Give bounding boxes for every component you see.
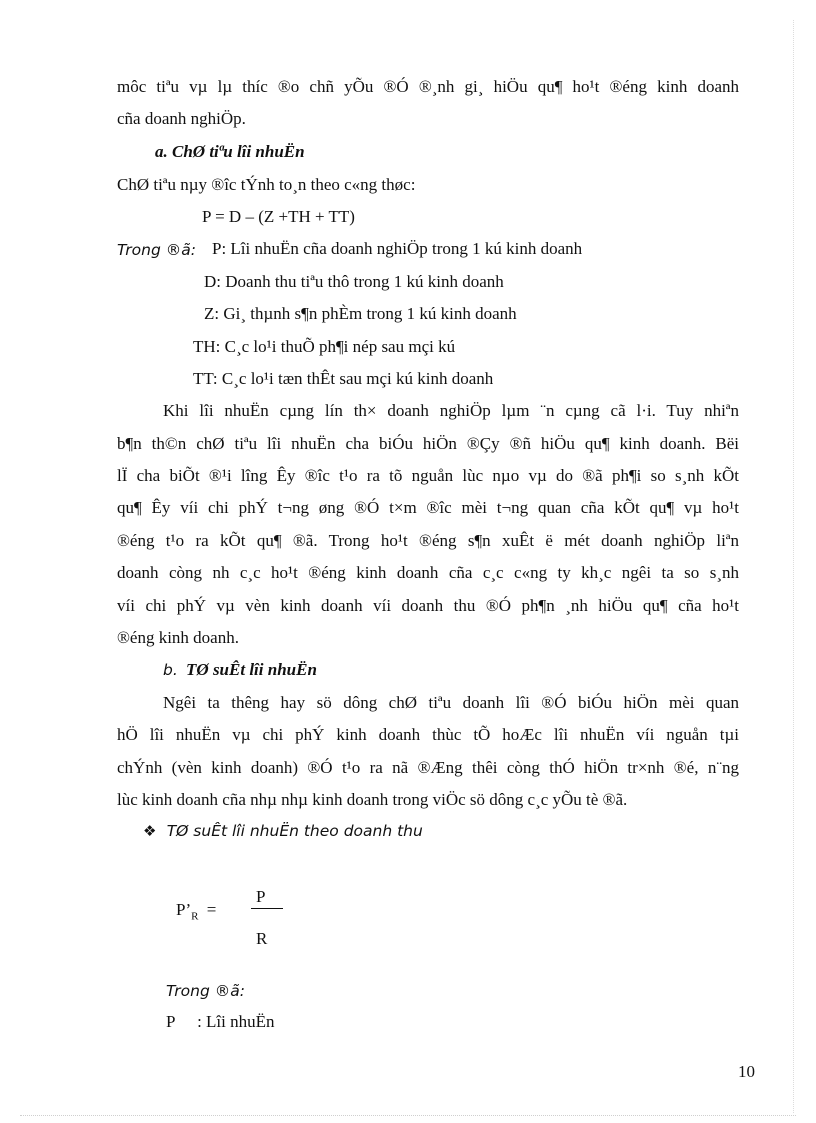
formula-subscript: R (191, 910, 199, 923)
intro-line-2: cña doanh nghiÖp. (117, 109, 246, 128)
definition-p-profit (166, 1011, 275, 1033)
section-a-paragraph-line: ®éng kinh doanh. (117, 628, 239, 647)
section-b-heading (163, 659, 317, 681)
definition-d: D: Doanh thu tiªu thô trong 1 kú kinh doanh (204, 272, 504, 291)
definition-z: Z: Gi¸ thµnh s¶n phÈm trong 1 kú kinh doanh (204, 304, 517, 323)
definition-th: TH: C¸c lo¹i thuÕ ph¶i nép sau mçi kú (193, 337, 456, 356)
formula-lhs (176, 899, 216, 927)
def-symbol: P (166, 1012, 175, 1031)
page-number: 10 (738, 1062, 755, 1081)
fraction-numerator: P (256, 887, 266, 906)
page-right-border (793, 20, 794, 1113)
formula-symbol: P’ (176, 900, 192, 919)
definition-tt: TT: C¸c lo¹i tæn thÊt sau mçi kú kinh doanh (193, 369, 494, 388)
formula-equals: = (206, 900, 217, 919)
section-b-paragraph-line: chÝnh (vèn kinh doanh) ®Ó t¹o ra nã ®Æng thêi còng thÓ hiÖn tr×nh ®é, n¨ng (117, 758, 739, 777)
section-b-paragraph-line: lùc kinh doanh cña nhµ nhµ kinh doanh trong viÖc sö dông c¸c yÕu tè ®ã. (117, 790, 628, 809)
section-a-paragraph-line: Khi lîi nhuËn cµng lín th× doanh nghiÖp lµm ¨n cµng cã l·i. Tuy nhiªn (163, 401, 739, 420)
section-a-heading: a. ChØ tiªu lîi nhuËn (155, 142, 305, 161)
section-b-paragraph-line: hÖ lîi nhuËn vµ chi phÝ kinh doanh thùc tÕ hoÆc lîi nhuËn víi nguån tµi (117, 725, 739, 744)
bullet-item (143, 820, 423, 842)
section-a-paragraph-line: lÏ cha biÕt ®¹i lîng Êy ®îc t¹o ra tõ nguån lùc nµo vµ do ®ã ph¶i so s¸nh kÕt (117, 466, 739, 485)
section-b-title: TØ suÊt lîi nhuËn (186, 660, 317, 679)
page-bottom-border (20, 1115, 796, 1116)
section-b-prefix: b. (163, 661, 178, 679)
section-a-paragraph-line: b¶n th©n chØ tiªu lîi nhuËn cha biÓu hiÖn ®Çy ®ñ hiÖu qu¶ kinh doanh. Bëi (117, 434, 739, 453)
where-label-b: Trong ®ã: (166, 982, 245, 1000)
def-text: : Lîi nhuËn (197, 1012, 275, 1031)
section-a-paragraph-line: ®éng t¹o ra kÕt qu¶ ®ã. Trong ho¹t ®éng s¶n xuÊt ë mét doanh nghiÖp liªn (117, 531, 739, 550)
section-b-paragraph-line: Ngêi ta thêng hay sö dông chØ tiªu doanh lîi ®Ó biÓu hiÖn mèi quan (163, 693, 739, 712)
where-label-a: Trong ®ã: (117, 241, 196, 259)
fraction-bar (251, 908, 283, 909)
diamond-bullet-icon: ❖ (143, 822, 157, 840)
section-a-paragraph-line: doanh còng nh c¸c ho¹t ®éng kinh doanh cña c¸c c«ng ty kh¸c ngêi ta so s¸nh (117, 563, 739, 582)
section-a-intro: ChØ tiªu nµy ®îc tÝnh to¸n theo c«ng thøc: (117, 175, 416, 194)
intro-line-1: môc tiªu vµ lµ thíc ®o chñ yÕu ®Ó ®¸nh gi¸ hiÖu qu¶ ho¹t ®éng kinh doanh (117, 77, 739, 96)
fraction-denominator: R (256, 929, 268, 948)
section-a-paragraph-line: qu¶ Êy víi chi phÝ t¬ng øng ®Ó t×m ®îc mèi t¬ng quan cña kÕt qu¶ vµ ho¹t (117, 498, 739, 517)
bullet-text: TØ suÊt lîi nhuËn theo doanh thu (166, 822, 423, 840)
section-a-paragraph-line: víi chi phÝ vµ vèn kinh doanh víi doanh thu ®Ó ph¶n ¸nh hiÖu qu¶ cña ho¹t (117, 596, 739, 615)
definition-p: P: Lîi nhuËn cña doanh nghiÖp trong 1 kú kinh doanh (212, 239, 583, 258)
profit-formula: P = D – (Z +TH + TT) (202, 207, 355, 226)
